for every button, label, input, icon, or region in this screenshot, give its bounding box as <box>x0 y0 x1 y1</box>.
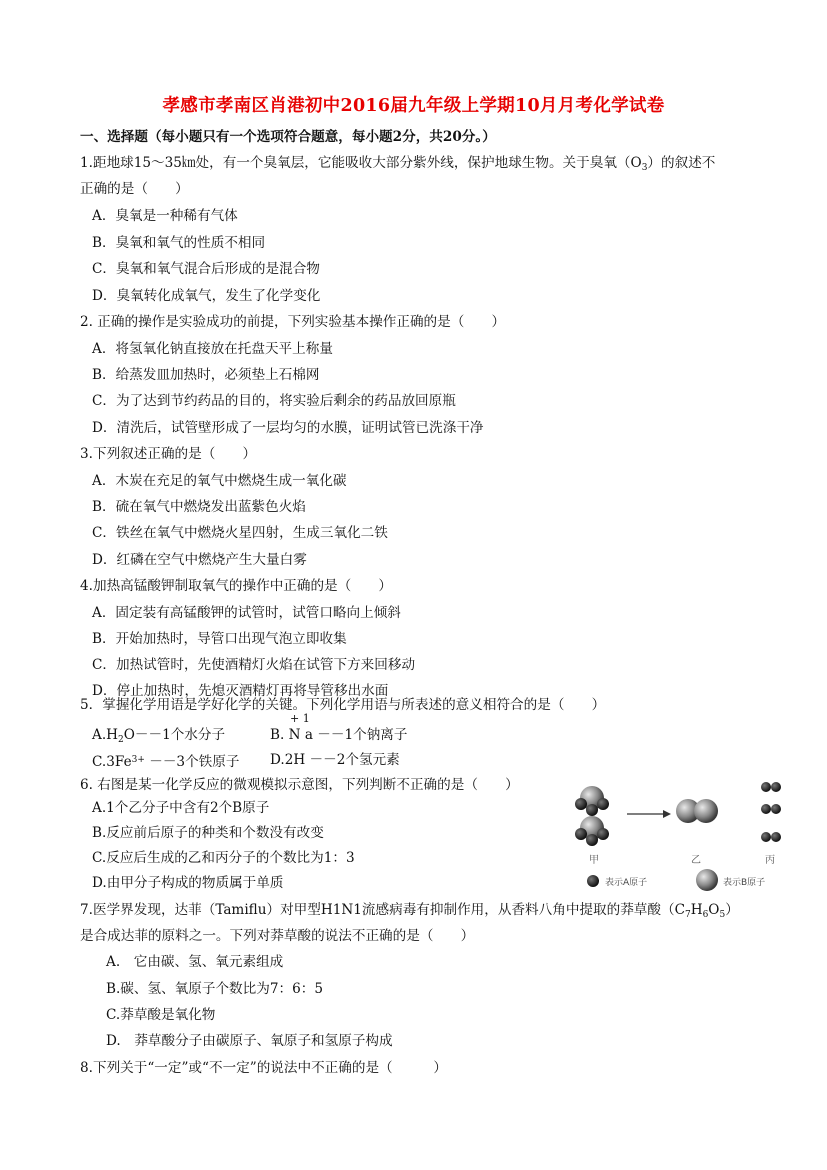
q4-option-a: A．固定装有高锰酸钾的试管时，试管口略向上倾斜 <box>92 605 401 621</box>
section-heading: 一、选择题（每小题只有一个选项符合题意，每小题2分，共20分。） <box>80 129 496 145</box>
q5-valence-mark: + 1 <box>290 712 310 725</box>
q6-option-a: A.1个乙分子中含有2个B原子 <box>92 800 270 816</box>
jia-molecule-2 <box>575 816 609 846</box>
q7-option-d: D. 莽草酸分子由碳原子、氧原子和氢原子构成 <box>106 1033 393 1049</box>
q1-stem-cont: 正确的是（ ） <box>80 181 189 197</box>
q3-option-b: B．硫在氧气中燃烧发出蓝紫色火焰 <box>92 499 306 515</box>
q1-option-d: D．臭氧转化成氧气，发生了化学变化 <box>92 288 321 304</box>
yi-molecule <box>676 799 718 823</box>
q1-option-a: A．臭氧是一种稀有气体 <box>92 208 238 224</box>
reaction-diagram <box>565 772 795 894</box>
q7-option-c: C.莽草酸是氧化物 <box>106 1007 216 1023</box>
legend-a-atom-icon <box>587 875 599 887</box>
q3-option-a: A．木炭在充足的氧气中燃烧生成一氧化碳 <box>92 473 347 489</box>
q2-option-b: B．给蒸发皿加热时，必须垫上石棉网 <box>92 367 320 383</box>
legend-b-atom-icon <box>696 869 718 891</box>
bing-molecules <box>761 782 781 842</box>
reaction-diagram-svg <box>565 772 795 894</box>
q4-option-c: C．加热试管时，先使酒精灯火焰在试管下方来回移动 <box>92 657 416 673</box>
q3-stem: 3.下列叙述正确的是（ ） <box>80 446 257 462</box>
legend-b-label: 表示B原子 <box>723 878 766 888</box>
q4-stem: 4.加热高锰酸钾制取氧气的操作中正确的是（ ） <box>80 578 393 594</box>
q5-option-d: D.2H －－2个氢元素 <box>270 752 400 768</box>
label-jia: 甲 <box>589 855 599 866</box>
q2-option-a: A．将氢氧化钠直接放在托盘天平上称量 <box>92 341 333 357</box>
q1-stem: 1.距地球15～35㎞处，有一个臭氧层，它能吸收大部分紫外线，保护地球生物。关于臭氧$(O_3)$的叙述不 <box>80 155 716 173</box>
reaction-arrow <box>627 810 671 818</box>
q3-option-d: D．红磷在空气中燃烧产生大量白雾 <box>92 552 307 568</box>
q5-option-c: $C.3Fe^{3+} --3$个铁原子 <box>92 754 240 770</box>
q2-option-d: D．清洗后，试管壁形成了一层均匀的水膜，证明试管已洗涤干净 <box>92 420 484 436</box>
q7-stem-cont: 是合成达菲的原料之一。下列对莽草酸的说法不正确的是（ ） <box>80 928 475 944</box>
q6-option-d: D.由甲分子构成的物质属于单质 <box>92 875 284 891</box>
q1-option-c: C．臭氧和氧气混合后形成的是混合物 <box>92 261 320 277</box>
label-bing: 丙 <box>765 855 775 866</box>
q3-option-c: C．铁丝在氧气中燃烧火星四射，生成三氧化二铁 <box>92 525 388 541</box>
q6-option-c: C.反应后生成的乙和丙分子的个数比为1：3 <box>92 850 355 866</box>
q6-stem: 6. 右图是某一化学反应的微观模拟示意图，下列判断不正确的是（ ） <box>80 777 519 793</box>
page-title: 孝感市孝南区肖港初中2016届九年级上学期10月月考化学试卷 <box>162 96 665 116</box>
jia-molecule-1 <box>575 786 609 816</box>
q2-option-c: C．为了达到节约药品的目的，将实验后剩余的药品放回原瓶 <box>92 393 456 409</box>
q4-option-d: D．停止加热时，先熄灭酒精灯再将导管移出水面 <box>92 683 389 699</box>
label-yi: 乙 <box>691 855 701 866</box>
q7-option-b: B.碳、氢、氧原子个数比为7：6：5 <box>106 981 323 997</box>
q1-option-b: B．臭氧和氧气的性质不相同 <box>92 235 266 251</box>
q7-stem: 7.医学界发现，达菲（Tamiflu）对甲型H1N1流感病毒有抑制作用，从香料八角中提取的莽草酸$(C_7H_6O_5)$ <box>80 902 739 920</box>
q5-option-a: $A.H_2O--1$个水分子 <box>92 727 226 745</box>
q4-option-b: B．开始加热时，导管口出现气泡立即收集 <box>92 631 347 647</box>
q5-option-b: B. N a －－1个钠离子 <box>270 727 408 743</box>
q5-stem: 5．掌握化学用语是学好化学的关键。下列化学用语与所表述的意义相符合的是（ ） <box>80 697 606 713</box>
q2-stem: 2. 正确的操作是实验成功的前提，下列实验基本操作正确的是（ ） <box>80 314 506 330</box>
legend-a-label: 表示A原子 <box>605 878 648 888</box>
q7-option-a: A. 它由碳、氢、氧元素组成 <box>106 954 284 970</box>
q8-stem: 8.下列关于“一定”或“不一定”的说法中不正确的是（ ） <box>80 1060 448 1076</box>
q6-option-b: B.反应前后原子的种类和个数没有改变 <box>92 825 324 841</box>
